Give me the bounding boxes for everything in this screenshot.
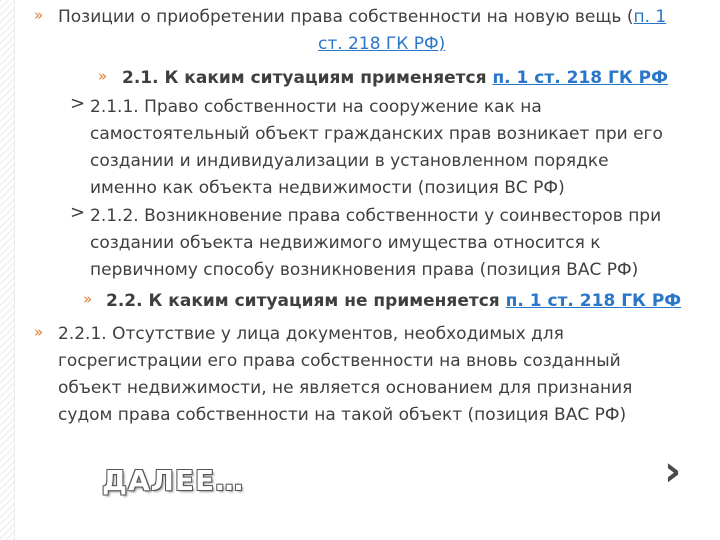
item-2-1-1-line: 2.1.1. Право собственности на сооружение как на: [90, 97, 542, 117]
item-2-1-1-line: создании и индивидуализации в установленном порядке: [90, 151, 609, 171]
heading-line-1: [58, 4, 666, 31]
item-2-2: [106, 288, 681, 315]
item-2-1-1-line: самостоятельный объект гражданских прав возникает при его: [90, 124, 663, 144]
item-2-2-link[interactable]: п. 1 ст. 218 ГК РФ: [505, 291, 682, 311]
item-2-2-text: 2.2. К каким ситуациям не применяется: [106, 291, 506, 311]
item-2-2-1-line: судом права собственности на такой объект (позиция ВАС РФ): [58, 405, 627, 425]
item-2-2-1-line: госрегистрации его права собственности на вновь созданный: [58, 351, 621, 371]
bullet-icon: »: [34, 323, 44, 341]
item-2-1: [122, 65, 668, 92]
decorative-left-stripe: [0, 0, 15, 540]
item-2-2-1-line: 2.2.1. Отсутствие у лица документов, необходимых для: [58, 324, 564, 344]
bullet-icon: »: [34, 6, 44, 24]
bullet-icon: »: [98, 67, 108, 85]
sub-bullet-icon: >: [70, 93, 86, 114]
item-2-1-1-line: именно как объекта недвижимости (позиция ВС РФ): [90, 178, 565, 198]
sub-bullet-icon: >: [70, 202, 86, 223]
item-2-1-2-line: создании объекта недвижимого имущества относится к: [90, 233, 601, 253]
item-2-1-link[interactable]: п. 1 ст. 218 ГК РФ: [492, 68, 668, 88]
item-2-1-2-line: 2.1.2. Возникновение права собственности у соинвесторов при: [90, 206, 662, 226]
bullet-icon: »: [83, 290, 93, 308]
item-2-2-1-line: объект недвижимости, не является основанием для признания: [58, 378, 633, 398]
heading-link-part2[interactable]: ст. 218 ГК РФ): [318, 34, 446, 54]
heading-line-2: [318, 31, 445, 58]
next-button[interactable]: ДАЛЕЕ…: [102, 464, 245, 497]
next-arrow-icon[interactable]: ›: [664, 446, 682, 495]
heading-text: Позиции о приобретении права собственности на новую вещь (: [58, 7, 634, 27]
heading-link-part1[interactable]: п. 1: [633, 7, 667, 27]
item-2-1-text: 2.1. К каким ситуациям применяется: [122, 68, 493, 88]
item-2-1-2-line: первичному способу возникновения права (позиция ВАС РФ): [90, 260, 639, 280]
